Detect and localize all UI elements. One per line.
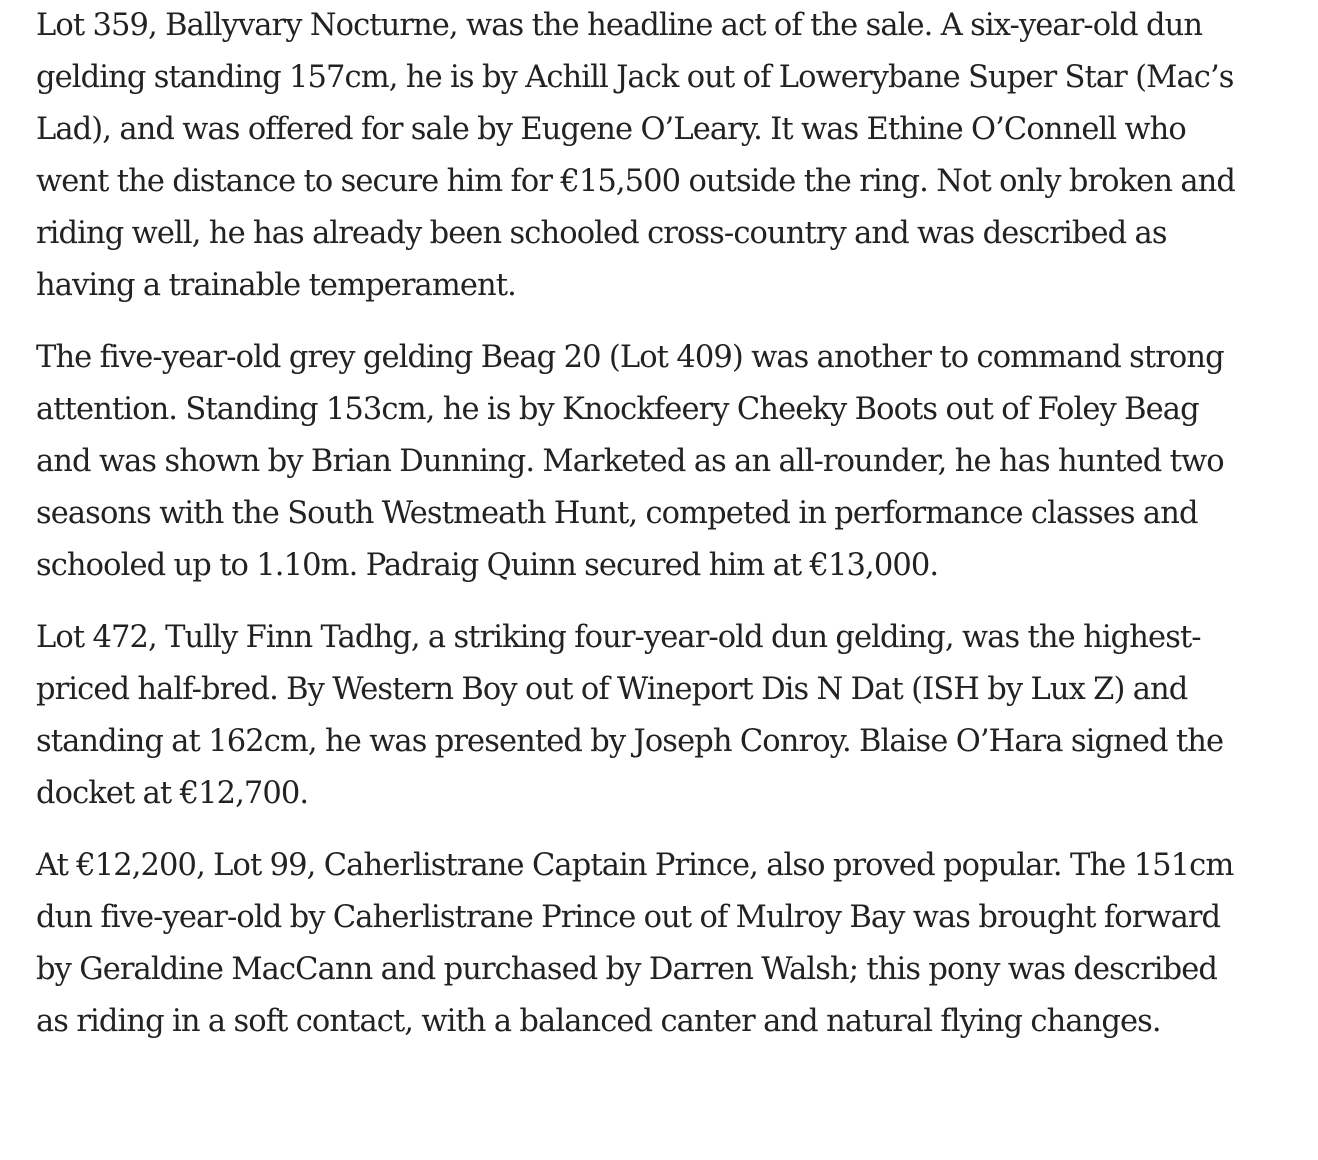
paragraph-caherlistrane-captain-prince: At €12,200, Lot 99, Caherlistrane Captain Prince, also proved popular. The 151cm dun five-year-old by Caherlistrane Prince out of Mulroy Bay was brought forward by Geraldine MacCann and purchased by Darren Walsh; this pony was described as riding in a soft contact, with a balanced canter and natural flying changes. bbox=[36, 848, 1234, 1039]
paragraph-beag-20: The five-year-old grey gelding Beag 20 (Lot 409) was another to command strong attention. Standing 153cm, he is by Knockfeery Cheeky Boots out of Foley Beag and was shown by Brian Dunning. Marketed as an all-rounder, he has hunted two seasons with the South Westmeath Hunt, competed in performance classes and schooled up to 1.10m. Padraig Quinn secured him at €13,000. bbox=[36, 340, 1224, 583]
paragraph-tully-finn-tadhg: Lot 472, Tully Finn Tadhg, a striking four-year-old dun gelding, was the highest-priced half-bred. By Western Boy out of Wineport Dis N Dat (ISH by Lux Z) and standing at 162cm, he was presented by Joseph Conroy. Blaise O’Hara signed the docket at €12,700. bbox=[36, 620, 1224, 811]
paragraph-ballyvary-nocturne: Lot 359, Ballyvary Nocturne, was the headline act of the sale. A six-year-old dun gelding standing 157cm, he is by Achill Jack out of Lowerybane Super Star (Mac’s Lad), and was offered for sale by Eugene O’Leary. It was Ethine O’Connell who went the distance to secure him for €15,500 outside the ring. Not only broken and riding well, he has already been schooled cross-country and was described as having a trainable temperament. bbox=[36, 8, 1236, 303]
